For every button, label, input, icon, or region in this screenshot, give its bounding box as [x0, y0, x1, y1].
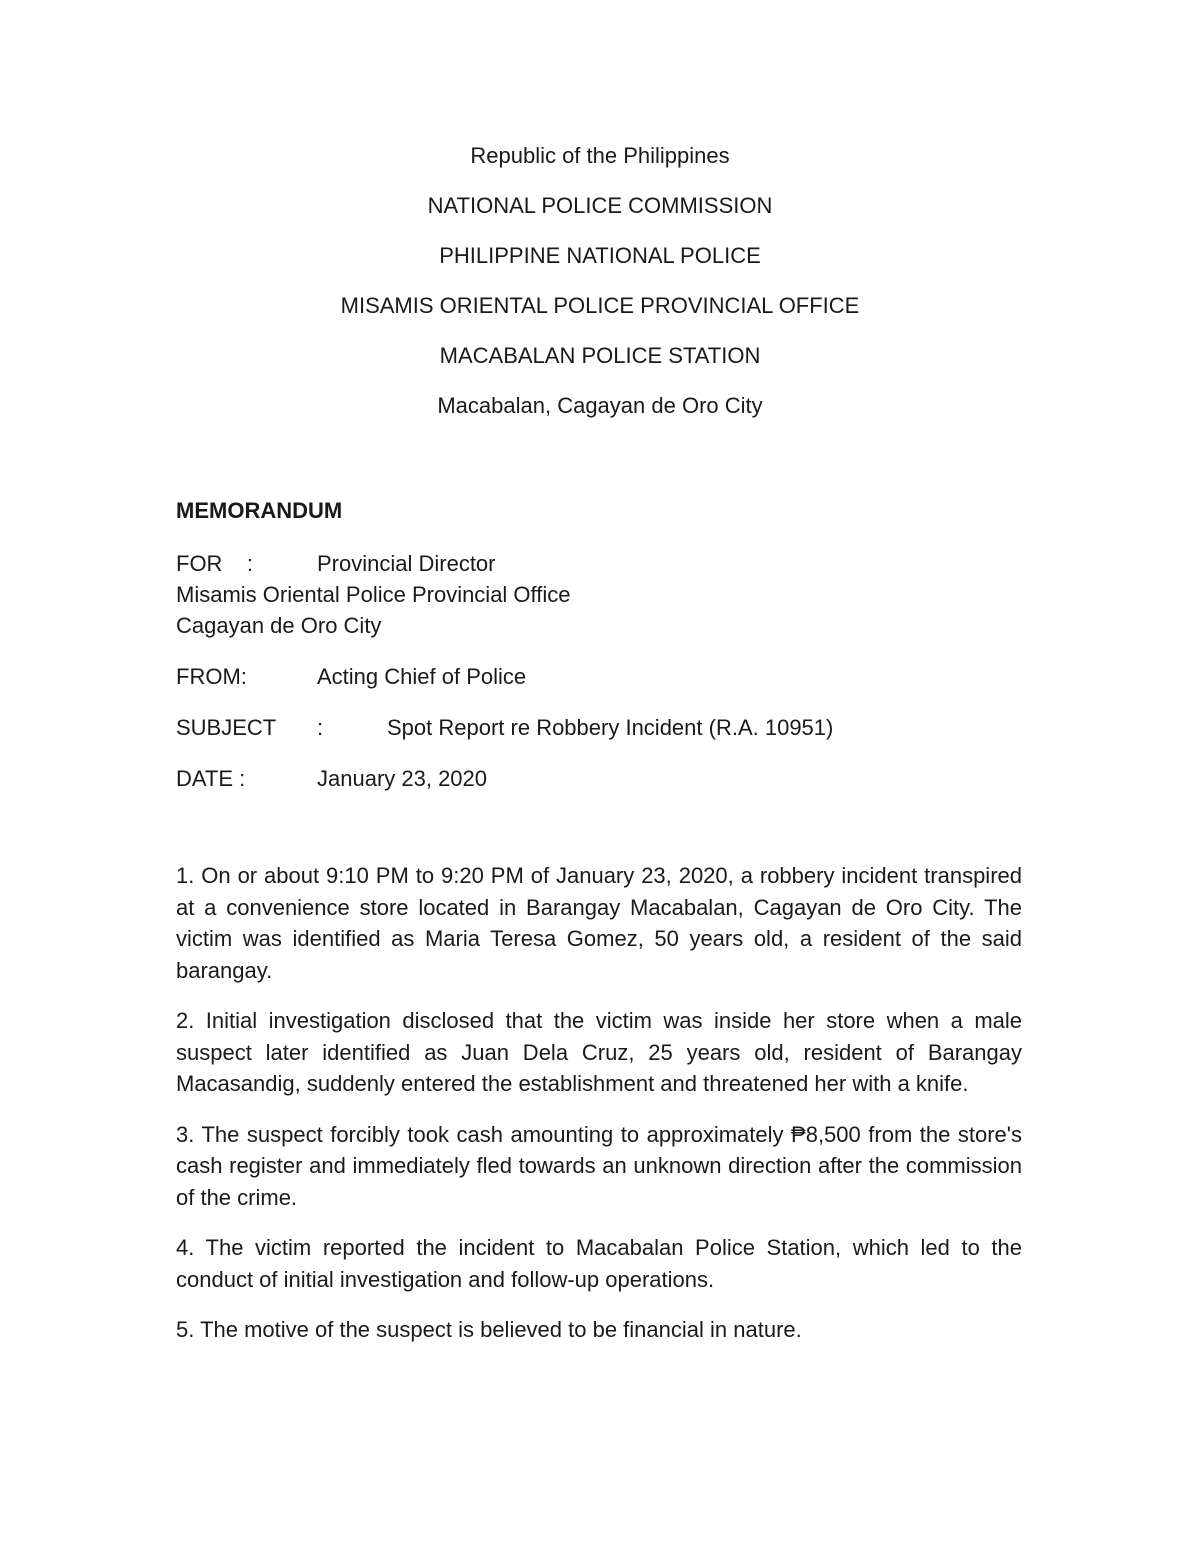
memo-title: MEMORANDUM — [176, 498, 343, 523]
subject-row — [176, 712, 1036, 743]
letterhead-address: Macabalan, Cagayan de Oro City — [437, 393, 763, 418]
for-row — [176, 548, 1036, 579]
paragraph-5: 5. The motive of the suspect is believed to be financial in nature. — [176, 1317, 802, 1342]
subject-label: SUBJECT — [176, 715, 277, 740]
subject-colon: : — [317, 715, 324, 740]
memo-body — [176, 860, 1022, 1365]
letterhead-station: MACABALAN POLICE STATION — [439, 343, 761, 368]
for-address-line-2: Cagayan de Oro City — [176, 613, 382, 638]
date-row — [176, 763, 1036, 794]
paragraph-1: 1. On or about 9:10 PM to 9:20 PM of January 23, 2020, a robbery incident transpired at a convenience store located in Barangay Macabalan, Cagayan de Oro City. The victim was identified as Maria Teresa Gomez, 50 years old, a resident of the said barangay. — [176, 863, 1022, 983]
letterhead-napolcom: NATIONAL POLICE COMMISSION — [427, 193, 773, 218]
for-value: Provincial Director — [317, 551, 496, 576]
for-address-line-1: Misamis Oriental Police Provincial Office — [176, 582, 571, 607]
paragraph-4: 4. The victim reported the incident to Macabalan Police Station, which led to the conduct of initial investigation and follow-up operations. — [176, 1235, 1022, 1292]
from-value: Acting Chief of Police — [317, 664, 527, 689]
for-label: FOR : — [176, 551, 253, 576]
letterhead — [0, 140, 1200, 440]
letterhead-republic: Republic of the Philippines — [470, 143, 730, 168]
date-label: DATE : — [176, 766, 246, 791]
subject-value: Spot Report re Robbery Incident (R.A. 10951) — [387, 715, 834, 740]
letterhead-provincial-office: MISAMIS ORIENTAL POLICE PROVINCIAL OFFICE — [340, 293, 860, 318]
date-value: January 23, 2020 — [317, 766, 488, 791]
from-row — [176, 661, 1036, 692]
paragraph-3: 3. The suspect forcibly took cash amounting to approximately ₱8,500 from the store's cash register and immediately fled towards an unknown direction after the commission of the crime. — [176, 1121, 1022, 1210]
paragraph-2: 2. Initial investigation disclosed that the victim was inside her store when a male suspect later identified as Juan Dela Cruz, 25 years old, resident of Barangay Macasandig, suddenly entered the establishment and threatened her with a knife. — [176, 1008, 1022, 1096]
memo-fields — [176, 548, 1036, 794]
letterhead-pnp: PHILIPPINE NATIONAL POLICE — [439, 243, 761, 268]
from-label: FROM: — [176, 664, 247, 689]
